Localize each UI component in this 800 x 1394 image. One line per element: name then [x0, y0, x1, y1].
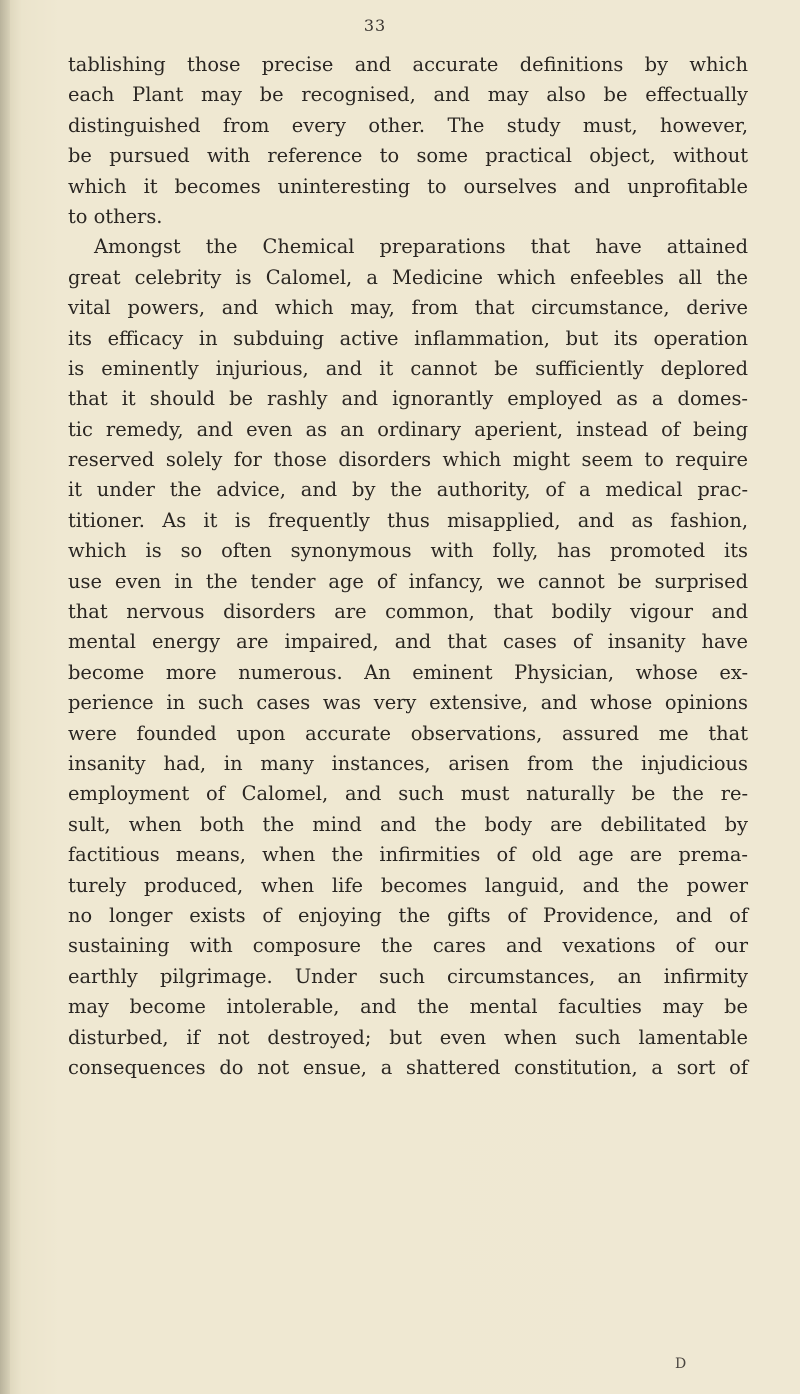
text-line: that it should be rashly and ignorantly employed as a domes- [68, 387, 748, 411]
text-line: sult, when both the mind and the body are debilitated by [68, 812, 748, 836]
signature-mark: D [675, 1356, 687, 1372]
text-line: Amongst the Chemical preparations that have attained [94, 235, 748, 259]
text-line: tic remedy, and even as an ordinary aperient, instead of being [68, 417, 748, 441]
text-line: be pursued with reference to some practical object, without [68, 144, 748, 168]
text-line: perience in such cases was very extensive, and whose opinions [68, 691, 748, 715]
text-line: great celebrity is Calomel, a Medicine which enfeebles all the [68, 265, 748, 289]
text-line: it under the advice, and by the authority, of a medical prac- [68, 478, 748, 502]
text-line: titioner. As it is frequently thus misapplied, and as fashion, [68, 508, 748, 532]
text-line: distinguished from every other. The study must, however, [68, 113, 748, 137]
text-line: vital powers, and which may, from that circumstance, derive [68, 296, 748, 320]
page-gutter [0, 0, 10, 1394]
text-line: that nervous disorders are common, that bodily vigour and [68, 600, 748, 624]
text-line: each Plant may be recognised, and may also be effectually [68, 83, 748, 107]
body-text [68, 50, 748, 1083]
text-line: tablishing those precise and accurate definitions by which [68, 53, 748, 76]
text-line: disturbed, if not destroyed; but even when such lamentable [68, 1025, 748, 1049]
text-line: which it becomes uninteresting to ourselves and unprofitable [68, 174, 748, 198]
text-line: consequences do not ensue, a shattered constitution, a sort of [68, 1055, 748, 1079]
text-line: factitious means, when the infirmities of old age are prema- [68, 843, 748, 867]
text-line: to others. [68, 204, 163, 228]
text-line: may become intolerable, and the mental faculties may be [68, 995, 748, 1019]
text-line: use even in the tender age of infancy, we cannot be surprised [68, 569, 748, 593]
text-line: earthly pilgrimage. Under such circumstances, an infirmity [68, 964, 748, 988]
text-line: become more numerous. An eminent Physician, whose ex- [68, 660, 748, 684]
text-line: were founded upon accurate observations, assured me that [68, 721, 748, 745]
text-line: its efficacy in subduing active inflammation, but its operation [68, 326, 748, 350]
text-line: reserved solely for those disorders which might seem to require [68, 448, 748, 472]
text-line: employment of Calomel, and such must naturally be the re- [68, 782, 748, 806]
text-line: no longer exists of enjoying the gifts of Providence, and of [68, 903, 748, 927]
text-line: which is so often synonymous with folly, has promoted its [68, 539, 748, 563]
text-line: insanity had, in many instances, arisen from the injudicious [68, 751, 748, 775]
page-number: 33 [363, 16, 387, 35]
text-line: sustaining with composure the cares and vexations of our [68, 934, 748, 958]
text-line: mental energy are impaired, and that cases of insanity have [68, 630, 748, 654]
text-line: is eminently injurious, and it cannot be sufficiently deplored [68, 356, 748, 380]
text-line: turely produced, when life becomes languid, and the power [68, 873, 748, 897]
